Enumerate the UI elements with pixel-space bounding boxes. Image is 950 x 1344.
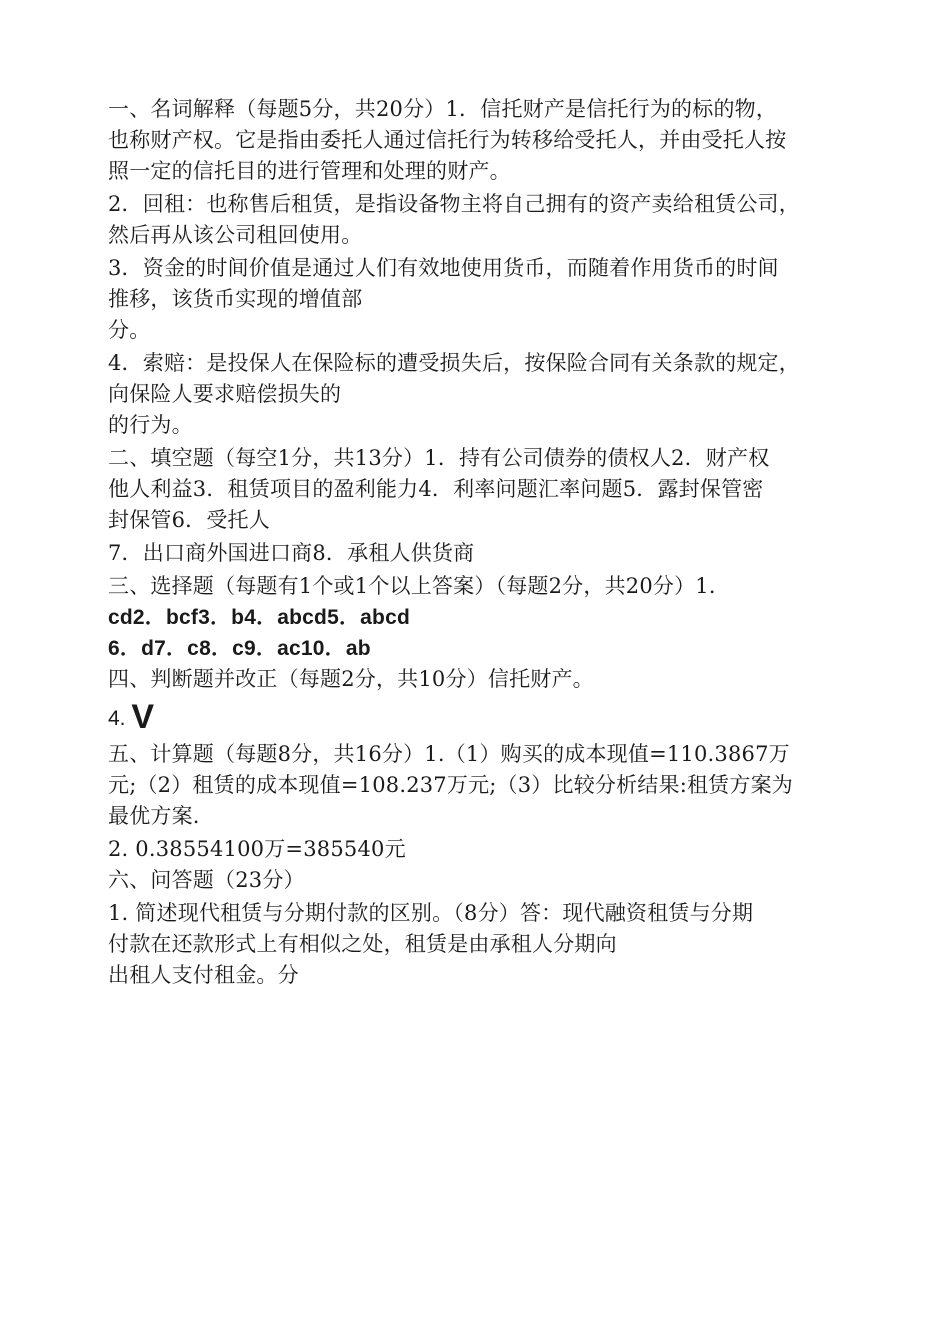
text-line: 最优方案. xyxy=(108,804,200,828)
section-3-heading-line: 三、选择题（每题有1个或1个以上答案）（每题2分，共20分）1． xyxy=(108,574,731,598)
text-line: 向保险人要求赔偿损失的 xyxy=(108,382,342,406)
choice-answers-line: cd2．bcf3．b4．abcd5．abcd xyxy=(108,606,410,629)
text-line: 出租人支付租金。分 xyxy=(108,963,299,987)
section-2-heading-line: 二、填空题（每空1分，共13分）1．持有公司债券的债权人2．财产权 xyxy=(108,446,770,470)
text-line: 2. 0.38554100万=385540元 xyxy=(108,837,406,861)
text-line: 推移，该货币实现的增值部 xyxy=(108,287,363,311)
check-mark: V xyxy=(131,698,155,736)
text-line: 1. 简述现代租赁与分期付款的区别。（8分）答：现代融资租赁与分期 xyxy=(108,901,754,925)
text-line: 的行为。 xyxy=(108,413,193,437)
text-line: 3．资金的时间价值是通过人们有效地使用货币，而随着作用货币的时间 xyxy=(108,256,779,280)
text-line: 他人利益3．租赁项目的盈利能力4．利率问题汇率问题5．露封保管密 xyxy=(108,477,764,501)
section-4-heading-line: 四、判断题并改正（每题2分，共10分）信托财产。 xyxy=(108,667,594,691)
text-line: 然后再从该公司租回使用。 xyxy=(108,223,363,247)
text-line: 7．出口商外国进口商8．承租人供货商 xyxy=(108,541,475,565)
text-line: 元;（2）租赁的成本现值=108.237万元;（3）比较分析结果:租赁方案为 xyxy=(108,773,793,797)
choice-answers-line: 6．d7．c8．c9．ac10．ab xyxy=(108,637,371,660)
text-line: 2．回租：也称售后租赁，是指设备物主将自己拥有的资产卖给租赁公司， xyxy=(108,192,800,216)
text-line: 封保管6．受托人 xyxy=(108,508,270,532)
text-line: 也称财产权。它是指由委托人通过信托行为转移给受托人，并由受托人按 xyxy=(108,128,787,152)
text-line: 付款在还款形式上有相似之处，租赁是由承租人分期向 xyxy=(108,932,617,956)
text-line: 4．索赔：是投保人在保险标的遭受损失后，按保险合同有关条款的规定， xyxy=(108,351,800,375)
judgement-number: 4. xyxy=(108,707,126,730)
section-5-heading-line: 五、计算题（每题8分，共16分）1.（1）购买的成本现值=110.3867万 xyxy=(108,742,790,766)
text-line: 分。 xyxy=(108,318,151,342)
document-page xyxy=(108,94,868,991)
section-6-heading-line: 六、问答题（23分） xyxy=(108,868,305,892)
section-1-heading-line: 一、名词解释（每题5分，共20分）1．信托财产是信托行为的标的物， xyxy=(108,97,778,121)
text-line: 照一定的信托目的进行管理和处理的财产。 xyxy=(108,159,511,183)
judgement-answer xyxy=(108,697,868,739)
